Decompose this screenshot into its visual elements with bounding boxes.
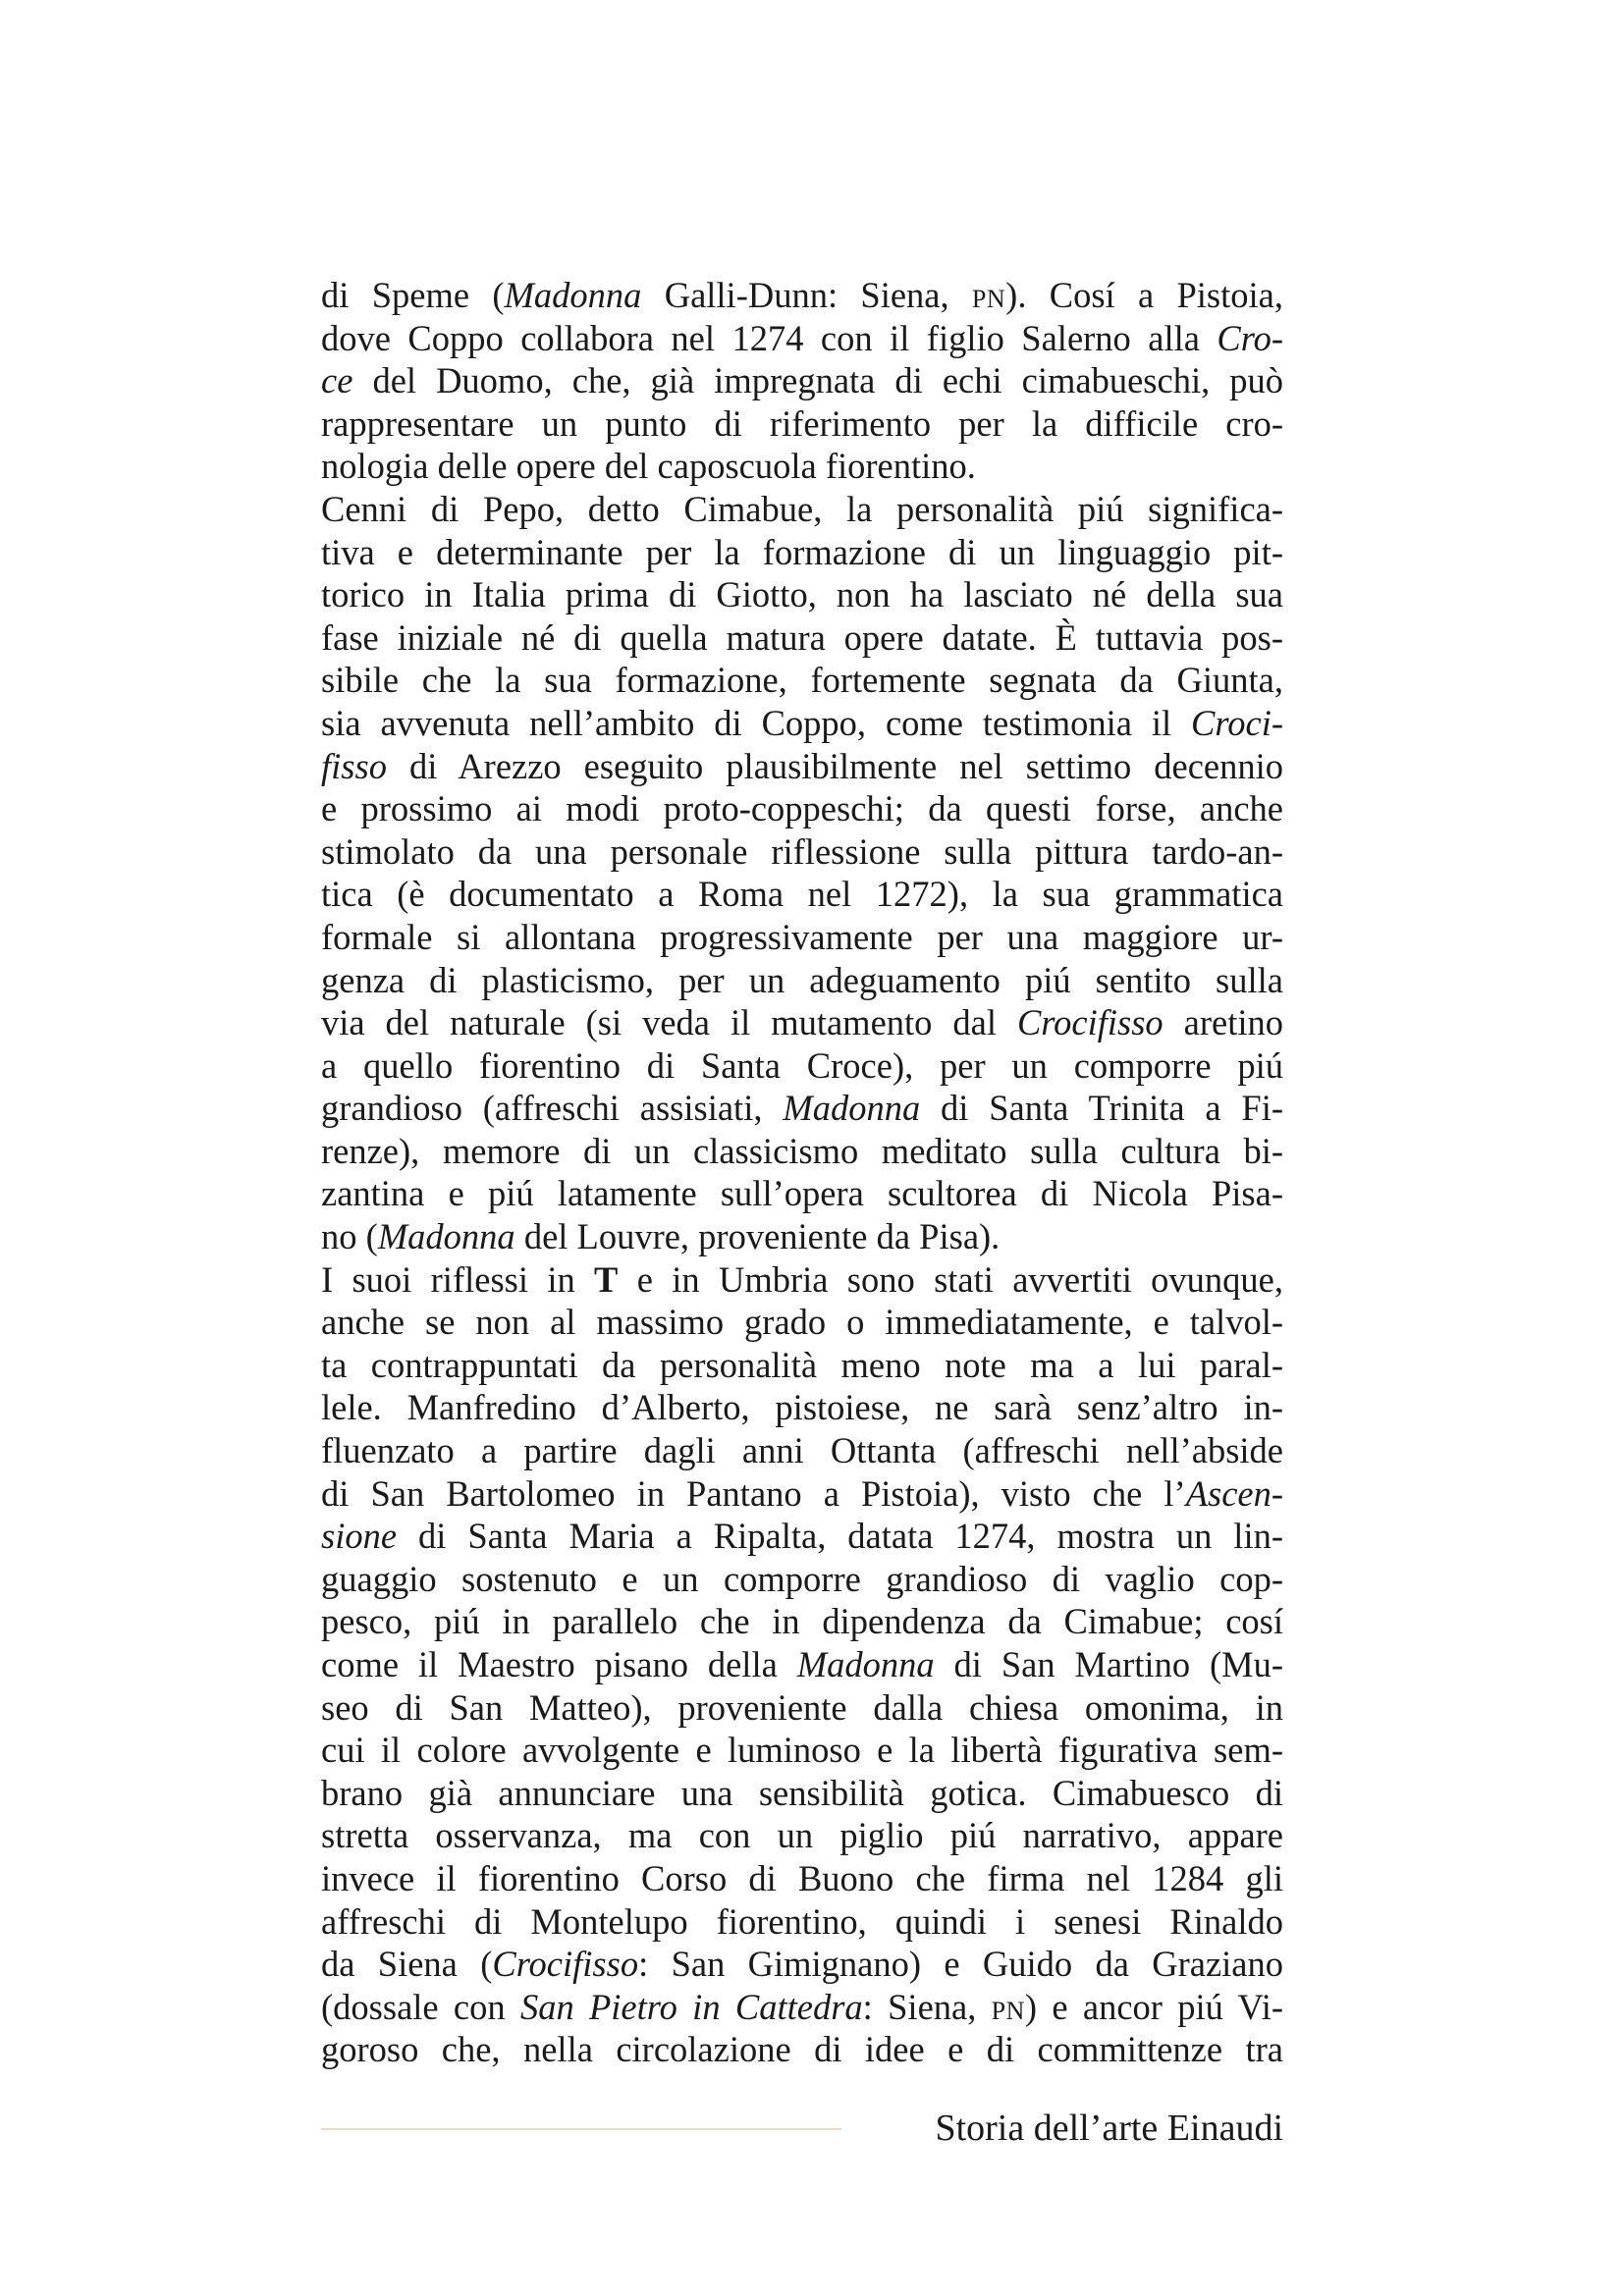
text-segment: fase iniziale né di quella matura opere datate. È tuttavia pos- [321,616,1283,658]
text-line [321,359,1283,402]
body-text [321,274,1283,2071]
text-segment: (dossale con [321,1986,520,2027]
text-segment: sia avvenuta nell’ambito di Coppo, come testimonia il [321,702,1192,743]
text-line [321,830,1283,874]
text-segment: no ( [321,1216,378,1257]
text-segment: tiva e determinante per la formazione di un linguaggio pit- [321,531,1283,572]
text-segment: stretta osservanza, ma con un piglio piú narrativo, appare [321,1815,1283,1856]
text-segment: brano già annunciare una sensibilità gotica. Cimabuesco di [321,1772,1283,1813]
text-line [321,1772,1283,1815]
text-line [321,1258,1283,1302]
text-segment: di Arezzo eseguito plausibilmente nel settimo decennio [386,745,1283,786]
text-line [321,1900,1283,1944]
text-line [321,1814,1283,1857]
text-segment: sibile che la sua formazione, fortemente segnata da Giunta, [321,660,1283,701]
text-line [321,616,1283,660]
text-line [321,1472,1283,1516]
text-segment: Galli-Dunn: Siena, [641,275,972,315]
text-line [321,873,1283,916]
text-segment: pesco, piú in parallelo che in dipendenza da Cimabue; cosí [321,1601,1283,1642]
text-line [321,531,1283,574]
text-line [321,1215,1283,1258]
text-line [321,573,1283,616]
text-segment: pn [971,275,1006,315]
text-segment: goroso che, nella circolazione di idee e di committenze tra [321,2029,1283,2070]
text-line [321,1686,1283,1730]
text-segment: Cenni di Pepo, detto Cimabue, la personalità piú significa- [321,488,1283,529]
text-segment: Croci- [1191,702,1283,743]
page-footer [321,2099,1283,2158]
text-segment: a quello fiorentino di Santa Croce), per un comporre piú [321,1044,1283,1086]
footer-rule [321,2128,841,2130]
text-segment: torico in Italia prima di Giotto, non ha lasciato né della sua [321,574,1283,615]
text-segment: lele. Manfredino d’Alberto, pistoiese, ne sarà senz’altro in- [321,1387,1283,1428]
text-line [321,1386,1283,1429]
text-line [321,702,1283,745]
text-segment: Madonna [377,1216,515,1257]
text-segment: : San Gimignano) e Guido da Graziano [638,1944,1283,1985]
text-line [321,1515,1283,1558]
text-segment: zantina e piú latamente sull’opera scultorea di Nicola Pisa- [321,1173,1283,1214]
text-segment: genza di plasticismo, per un adeguamento piú sentito sulla [321,959,1283,1000]
text-segment: anche se non al massimo grado o immediatamente, e talvol- [321,1302,1283,1343]
text-line [321,1301,1283,1344]
text-line [321,1130,1283,1173]
text-segment: del Duomo, che, già impregnata di echi cimabueschi, può [352,360,1283,401]
text-line [321,1429,1283,1472]
text-segment: affreschi di Montelupo fiorentino, quindi i senesi Rinaldo [321,1900,1283,1942]
text-line [321,445,1283,488]
text-segment: Crocifisso [1016,1002,1163,1043]
text-line [321,787,1283,830]
text-segment: di San Bartolomeo in Pantano a Pistoia), visto che l’ [321,1472,1186,1514]
text-line [321,1344,1283,1387]
text-segment: San Pietro in Cattedra [519,1986,863,2027]
text-line [321,745,1283,788]
text-segment: Ascen- [1185,1472,1283,1514]
text-segment: invece il fiorentino Corso di Buono che firma nel 1284 gli [321,1857,1283,1898]
text-line [321,1857,1283,1900]
text-line [321,317,1283,360]
text-segment: del Louvre, proveniente da Pisa). [514,1216,1001,1257]
text-segment: da Siena ( [321,1944,493,1985]
text-segment: : Siena, [862,1986,992,2027]
text-line [321,1172,1283,1215]
text-line [321,1044,1283,1088]
text-segment: ce [321,360,353,401]
text-segment: di Santa Maria a Ripalta, datata 1274, mostra un lin- [397,1516,1283,1557]
text-line [321,916,1283,959]
text-segment: stimolato da una personale riflessione sulla pittura tardo-an- [321,830,1283,872]
text-segment: renze), memore di un classicismo meditato sulla cultura bi- [321,1130,1283,1171]
text-line [321,1001,1283,1044]
text-segment: di Santa Trinita a Fi- [920,1088,1283,1129]
text-segment: via del naturale (si veda il mutamento dal [321,1002,1017,1043]
text-line [321,1729,1283,1772]
text-segment: ta contrappuntati da personalità meno note ma a lui paral- [321,1344,1283,1385]
text-segment: e in Umbria sono stati avvertiti ovunque, [618,1258,1283,1300]
text-segment: pn [991,1986,1025,2027]
text-segment: Madonna [796,1644,935,1684]
text-line [321,959,1283,1002]
text-segment: rappresentare un punto di riferimento per la difficile cro- [321,402,1283,444]
text-line [321,659,1283,702]
text-segment: I suoi riflessi in [321,1258,595,1300]
footer-title: Storia dell’arte Einaudi [935,2108,1283,2149]
text-segment: seo di San Matteo), proveniente dalla chiesa omonima, in [321,1686,1283,1728]
text-segment: di Speme ( [321,275,505,315]
text-segment: ). Cosí a Pistoia, [1005,275,1283,315]
text-segment: e prossimo ai modi proto-coppeschi; da questi forse, anche [321,788,1283,829]
text-line [321,1600,1283,1643]
text-line [321,402,1283,446]
text-line [321,1087,1283,1130]
text-segment: T [594,1258,619,1300]
text-line [321,1986,1283,2029]
text-segment: sione [321,1516,398,1557]
text-segment: Crocifisso [492,1944,639,1985]
text-line [321,274,1283,317]
text-segment: fluenzato a partire dagli anni Ottanta (affreschi nell’abside [321,1430,1283,1471]
text-segment: cui il colore avvolgente e luminoso e la libertà figurativa sem- [321,1730,1283,1771]
text-segment: Madonna [504,275,642,315]
text-line [321,1943,1283,1986]
text-line [321,2028,1283,2071]
text-segment: aretino [1163,1002,1283,1043]
text-segment: di San Martino (Mu- [934,1644,1283,1684]
text-segment: fisso [321,745,387,786]
text-segment: Cro- [1217,317,1283,358]
text-segment: Madonna [783,1088,921,1129]
text-line [321,1643,1283,1686]
text-segment: formale si allontana progressivamente per una maggiore ur- [321,916,1283,957]
text-segment: nologia delle opere del caposcuola fiorentino. [321,446,976,487]
text-segment: tica (è documentato a Roma nel 1272), la sua grammatica [321,874,1283,915]
text-segment: dove Coppo collabora nel 1274 con il figlio Salerno alla [321,317,1217,358]
text-segment: guaggio sostenuto e un comporre grandioso di vaglio cop- [321,1558,1283,1599]
text-segment: grandioso (affreschi assisiati, [321,1088,784,1129]
text-line [321,488,1283,531]
text-segment: ) e ancor piú Vi- [1024,1986,1283,2027]
text-line [321,1558,1283,1601]
text-segment: come il Maestro pisano della [321,1644,797,1684]
